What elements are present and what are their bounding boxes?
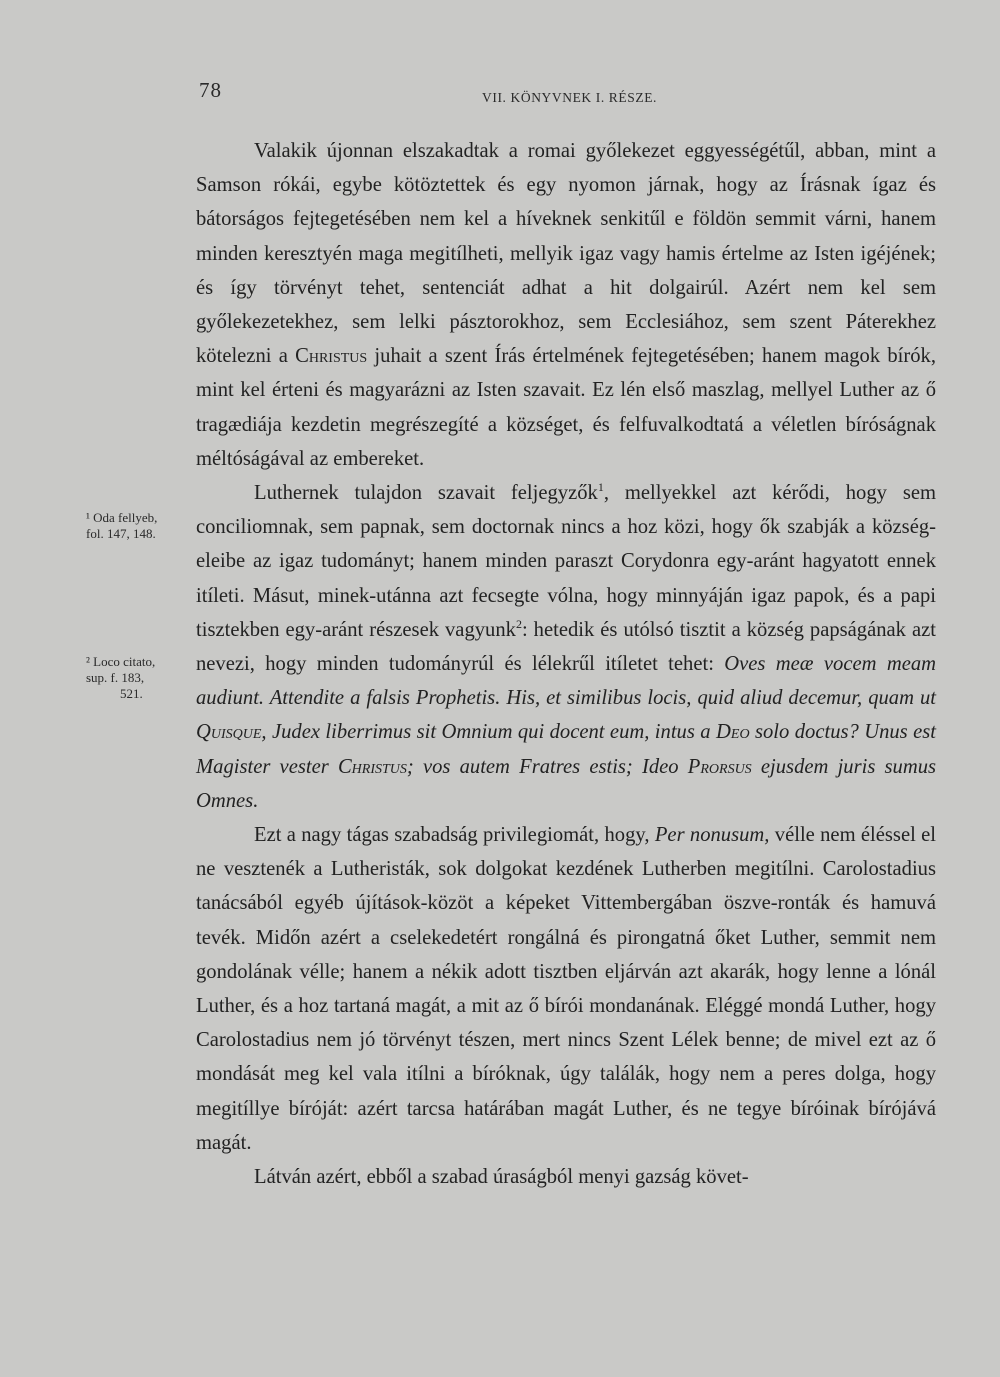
footnote-ref-1: 1: [597, 480, 604, 495]
paragraph-2: [196, 476, 936, 818]
marginal-note-2-line-1: ² Loco citato,: [86, 654, 156, 669]
latin-smallcaps-quisque: Quisque: [196, 721, 262, 744]
body-text: [196, 134, 936, 1194]
paragraph-2-text-b: , mellyekkel azt kérődi, hogy sem conciliomnak, sem papnak, sem doctornak nincs a hoz közi, hogy ők szabják a község-eleibe az igaz tudományt; hanem minden paraszt Corydonra egy-aránt hagyatott ennek itíleti. Másut, minek-utánna azt fecsegte vólna, hogy minnyáján igaz papok, és a papi tisztekben egy-aránt részesek vagyunk: [196, 482, 936, 641]
paragraph-1-smallcaps-christus: Christus: [295, 345, 368, 368]
latin-quote-4: ; vos autem Fratres estis; Ideo: [406, 755, 679, 778]
marginal-note-1: [86, 510, 196, 542]
latin-quote-3: solo doctus? Unus est Magister vester: [196, 721, 936, 778]
paragraph-2-text-a: Luthernek tulajdon szavait feljegyzők: [254, 482, 598, 505]
paragraph-3-latin: Per nonusum,: [654, 824, 770, 847]
marginal-note-1-line-2: fol. 147, 148.: [86, 526, 156, 541]
paragraph-2-text-c: : hetedik és utólsó tisztit a község papságának azt nevezi, hogy minden tudományrúl és lélekrűl itíletet tehet:: [196, 618, 936, 676]
paragraph-3-text-a: Ezt a nagy tágas szabadság privilegiomát, hogy,: [254, 824, 650, 847]
running-head: VII. KÖNYVNEK I. RÉSZE.: [482, 90, 658, 105]
latin-quote-1: Oves meæ vocem meam audiunt. Attendite a falsis Prophetis. His, et similibus locis, quid aliud decemur, quam ut: [196, 653, 937, 710]
marginal-note-1-line-1: ¹ Oda fellyeb,: [86, 510, 158, 525]
page-number: 78: [199, 78, 222, 102]
marginal-note-2: [86, 654, 196, 702]
latin-smallcaps-christus: Christus: [337, 755, 407, 778]
paragraph-4: [196, 1160, 936, 1194]
latin-quote-5: ejusdem juris sumus Omnes.: [196, 755, 937, 812]
paragraph-4-text: Látván azért, ebből a szabad úraságból menyi gazság követ-: [254, 1166, 749, 1189]
paragraph-1-text: Valakik újonnan elszakadtak a romai győlekezet eggyességétűl, abban, mint a Samson rókái, egybe kötöztettek és egy nyomon járnak, hogy az Írásnak ígaz és bátorságos fejtegetésében nem kel a híveknek senkitűl e földön semmit várni, hanem minden keresztyén maga megitílheti, mellyik igaz vagy hamis értelme az Isten igéjének; és így törvényt tehet, sentenciát adhat a hit dolgairúl. Azért nem kel sem győlekezetekhez, sem lelki pásztorokhoz, sem Ecclesiához, sem szent Páterekhez kötelezni a: [196, 140, 936, 368]
latin-quote-2: , Judex liberrimus sit Omnium qui docent eum, intus a: [261, 721, 711, 744]
paragraph-3: [196, 818, 936, 1160]
latin-smallcaps-prorsus: Prorsus: [687, 755, 752, 778]
latin-smallcaps-deo: Deo: [716, 721, 750, 744]
paragraph-1: [196, 134, 936, 476]
paragraph-1-text-end: juhait a szent Írás értelmének fejtegetésében; hanem magok bírók, mint kel érteni és magyarázni az Isten szavait. Ez lén első maszlag, mellyel Luther az ő tragædiája kezdetin megrészegíté a községet, és felfuvalkodtatá a véletlen bíróságnak méltóságával az embereket.: [196, 345, 936, 470]
footnote-ref-2: 2: [515, 616, 522, 631]
paragraph-3-text-b: vélle nem éléssel el ne vesztenék a Lutheristák, sok dolgokat kezdének Lutherben megitílni. Carolostadius tanácsából egyéb újítások-közöt a képeket Vittembergában öszve-ronták és hamuvá tevék. Midőn azért a cselekedetért rongálná és pirongatná őket Luther, semmit nem gondolának vélle; hanem a nékik adott tisztben eljárván azt akarák, hogy lenne a lónál Luther, és a hoz tartaná magát, a mit az ő bírói mondanának. Eléggé mondá Luther, hogy Carolostadius nem jó törvényt tészen, mert nincs Szent Lélek benne; de mivel ezt az ő mondását meg kel vala itílni a bíróknak, úgy találák, hogy nem a peres dolga, hogy megitíllye bíróját: azért tarcsa határában magát Luther, és ne tegye bíróinak bírójává magát.: [196, 824, 937, 1154]
marginal-note-2-line-2: sup. f. 183,: [86, 670, 145, 685]
marginal-note-2-line-3: 521.: [120, 686, 143, 701]
